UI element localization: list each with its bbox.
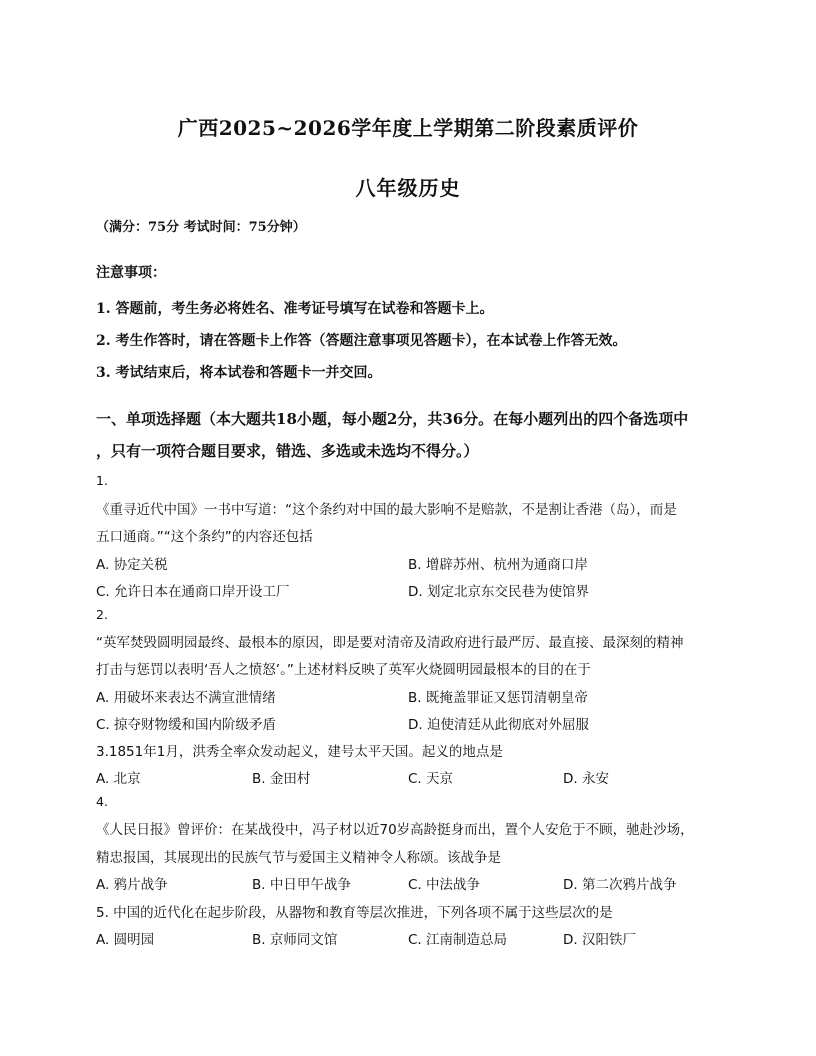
question-stem: 5. 中国的近代化在起步阶段，从器物和教育等层次推进，下列各项不属于这些层次的是 <box>96 905 613 921</box>
notice-item: 1. 答题前，考生务必将姓名、准考证号填写在试卷和答题卡上。 <box>96 301 494 317</box>
section-heading: 一、单项选择题（本大题共18小题，每小题2分，共36分。在每小题列出的四个备选项中 <box>96 410 689 428</box>
exam-subtitle: 八年级历史 <box>355 176 461 200</box>
option-d: D. 汉阳铁厂 <box>563 932 636 948</box>
question-number: 1. <box>96 473 108 488</box>
option-b: B. 既掩盖罪证又惩罚清朝皇帝 <box>408 690 588 706</box>
option-a: A. 用破坏来表达不满宣泄情绪 <box>96 690 276 706</box>
notice-item: 2. 考生作答时，请在答题卡上作答（答题注意事项见答题卡），在本试卷上作答无效。 <box>96 333 627 349</box>
exam-meta: （满分：75分 考试时间：75分钟） <box>96 220 306 235</box>
option-a: A. 协定关税 <box>96 557 168 573</box>
option-b: B. 增辟苏州、杭州为通商口岸 <box>408 557 588 573</box>
option-b: B. 京师同文馆 <box>252 932 338 948</box>
option-c: C. 天京 <box>408 771 454 787</box>
option-c: C. 江南制造总局 <box>408 932 508 948</box>
notice-heading: 注意事项： <box>96 265 166 281</box>
section-heading-cont: ，只有一项符合题目要求，错选、多选或未选均不得分。） <box>96 442 479 460</box>
exam-title: 广西2025~2026学年度上学期第二阶段素质评价 <box>177 116 639 140</box>
option-d: D. 永安 <box>563 771 609 787</box>
option-a: A. 圆明园 <box>96 932 155 948</box>
option-a: A. 鸦片战争 <box>96 877 168 893</box>
question-stem: “英军焚毁圆明园最终、最根本的原因，即是要对清帝及清政府进行最严厉、最直接、最深刻的精神 <box>96 635 684 651</box>
question-number: 4. <box>96 794 108 809</box>
option-d: D. 第二次鸦片战争 <box>563 877 677 893</box>
question-stem: 3.1851年1月，洪秀全率众发动起义，建号太平天国。起义的地点是 <box>96 744 503 760</box>
question-stem: 《重寻近代中国》一书中写道：“这个条约对中国的最大影响不是赔款，不是割让香港（岛），而是 <box>96 502 677 518</box>
option-d: D. 划定北京东交民巷为使馆界 <box>408 584 589 600</box>
question-stem: 五口通商。”“这个条约”的内容还包括 <box>96 529 313 545</box>
option-b: B. 中日甲午战争 <box>252 877 351 893</box>
question-number: 2. <box>96 607 108 622</box>
option-a: A. 北京 <box>96 771 141 787</box>
question-stem: 精忠报国，其展现出的民族气节与爱国主义精神令人称颂。该战争是 <box>96 850 501 866</box>
option-b: B. 金田村 <box>252 771 311 787</box>
option-d: D. 迫使清廷从此彻底对外屈服 <box>408 717 589 733</box>
option-c: C. 掠夺财物缓和国内阶级矛盾 <box>96 717 277 733</box>
option-c: C. 中法战争 <box>408 877 481 893</box>
question-stem: 《人民日报》曾评价：在某战役中，冯子材以近70岁高龄挺身而出，置个人安危于不顾，驰赴沙场， <box>96 822 694 838</box>
notice-item: 3. 考试结束后，将本试卷和答题卡一并交回。 <box>96 365 382 381</box>
question-stem: 打击与惩罚以表明‘吾人之愤怒’。”上述材料反映了英军火烧圆明园最根本的目的在于 <box>96 662 591 678</box>
option-c: C. 允许日本在通商口岸开设工厂 <box>96 584 290 600</box>
